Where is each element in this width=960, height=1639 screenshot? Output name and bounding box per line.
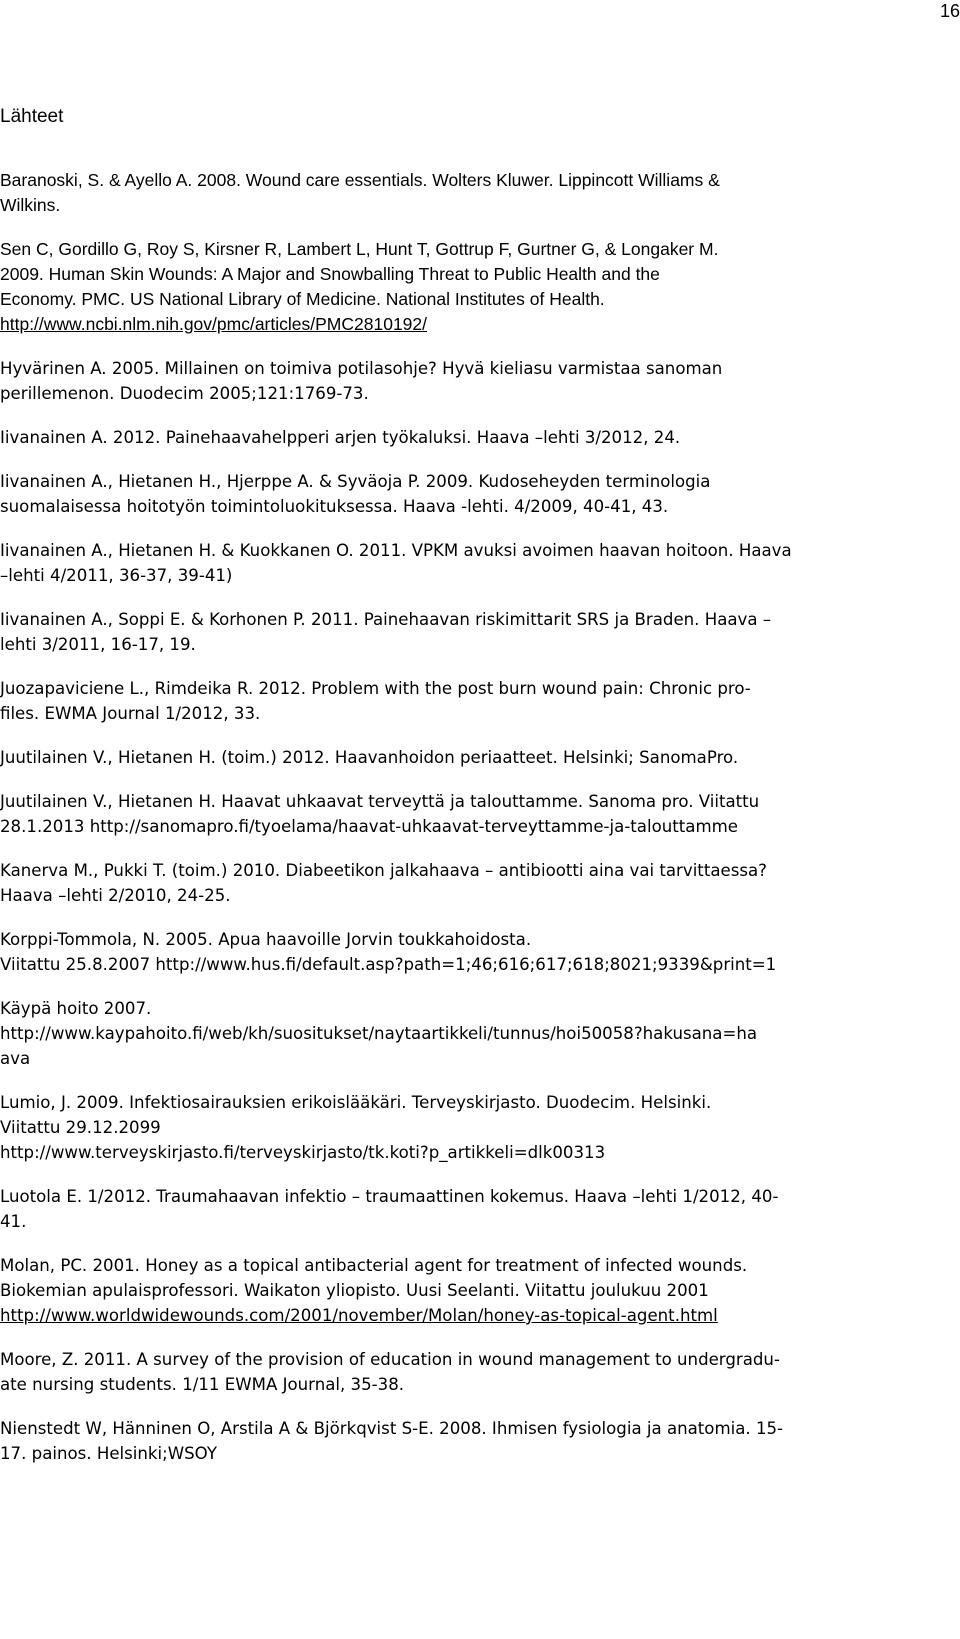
reference-entry	[0, 1090, 955, 1165]
reference-line: Käypä hoito 2007.	[0, 999, 152, 1018]
reference-entry	[0, 356, 955, 406]
reference-line: http://www.terveyskirjasto.fi/terveyskirjasto/tk.koti?p_artikkeli=dlk00313	[0, 1143, 606, 1162]
reference-line: Juutilainen V., Hietanen H. (toim.) 2012. Haavanhoidon periaatteet. Helsinki; SanomaPro.	[0, 748, 739, 767]
reference-line: Baranoski, S. & Ayello A. 2008. Wound care essentials. Wolters Kluwer. Lippincott Williams &	[0, 170, 720, 190]
reference-line: http://www.kaypahoito.fi/web/kh/suositukset/naytaartikkeli/tunnus/hoi50058?hakusana=ha	[0, 1024, 758, 1043]
reference-entry	[0, 538, 955, 588]
reference-line: lehti 3/2011, 16-17, 19.	[0, 635, 196, 654]
reference-line: 17. painos. Helsinki;WSOY	[0, 1444, 217, 1463]
reference-line: Nienstedt W, Hänninen O, Arstila A & Björkqvist S-E. 2008. Ihmisen fysiologia ja anatomia. 15-	[0, 1419, 784, 1438]
reference-link[interactable]: http://www.ncbi.nlm.nih.gov/pmc/articles/PMC2810192/	[0, 314, 427, 334]
reference-entry	[0, 789, 955, 839]
reference-line: ava	[0, 1049, 31, 1068]
reference-line: Iivanainen A., Hietanen H. & Kuokkanen O. 2011. VPKM avuksi avoimen haavan hoitoon. Haava	[0, 541, 792, 560]
reference-entry	[0, 425, 955, 450]
reference-line: 2009. Human Skin Wounds: A Major and Snowballing Threat to Public Health and the	[0, 264, 660, 284]
reference-line: Luotola E. 1/2012. Traumahaavan infektio – traumaattinen kokemus. Haava –lehti 1/2012, 40-	[0, 1187, 779, 1206]
reference-line: 28.1.2013 http://sanomapro.fi/tyoelama/haavat-uhkaavat-terveyttamme-ja-talouttamme	[0, 817, 738, 836]
reference-line: ate nursing students. 1/11 EWMA Journal, 35-38.	[0, 1375, 405, 1394]
reference-line: Kanerva M., Pukki T. (toim.) 2010. Diabeetikon jalkahaava – antibiootti aina vai tarvittaessa?	[0, 861, 767, 880]
reference-line: Wilkins.	[0, 195, 61, 215]
reference-line: Iivanainen A. 2012. Painehaavahelpperi arjen työkaluksi. Haava –lehti 3/2012, 24.	[0, 428, 681, 447]
reference-line: 41.	[0, 1212, 27, 1231]
reference-line: suomalaisessa hoitotyön toimintoluokituksessa. Haava -lehti. 4/2009, 40-41, 43.	[0, 497, 669, 516]
reference-entry	[0, 1253, 955, 1328]
reference-entry	[0, 237, 955, 337]
reference-line: files. EWMA Journal 1/2012, 33.	[0, 704, 261, 723]
reference-entry	[0, 996, 955, 1071]
reference-entry	[0, 676, 955, 726]
reference-entry	[0, 607, 955, 657]
reference-line: Iivanainen A., Soppi E. & Korhonen P. 2011. Painehaavan riskimittarit SRS ja Braden. Haava –	[0, 610, 772, 629]
reference-line: Lumio, J. 2009. Infektiosairauksien erikoislääkäri. Terveyskirjasto. Duodecim. Helsinki.	[0, 1093, 712, 1112]
reference-entry	[0, 927, 955, 977]
reference-line: Hyvärinen A. 2005. Millainen on toimiva potilasohje? Hyvä kieliasu varmistaa sanoman	[0, 359, 723, 378]
reference-entry	[0, 1347, 955, 1397]
reference-line: Economy. PMC. US National Library of Medicine. National Institutes of Health.	[0, 289, 605, 309]
reference-line: Juozapaviciene L., Rimdeika R. 2012. Problem with the post burn wound pain: Chronic pro-	[0, 679, 751, 698]
reference-list	[0, 168, 955, 1485]
reference-line: Biokemian apulaisprofessori. Waikaton yliopisto. Uusi Seelanti. Viitattu joulukuu 2001	[0, 1281, 709, 1300]
page-number: 16	[939, 1, 960, 21]
reference-link[interactable]: http://www.worldwidewounds.com/2001/november/Molan/honey-as-topical-agent.html	[0, 1306, 718, 1325]
reference-line: Korppi-Tommola, N. 2005. Apua haavoille Jorvin toukkahoidosta.	[0, 930, 532, 949]
reference-line: Moore, Z. 2011. A survey of the provision of education in wound management to undergradu-	[0, 1350, 780, 1369]
reference-line: Viitattu 29.12.2099	[0, 1118, 161, 1137]
reference-line: Sen C, Gordillo G, Roy S, Kirsner R, Lambert L, Hunt T, Gottrup F, Gurtner G, & Longaker M.	[0, 239, 719, 259]
reference-line: Viitattu 25.8.2007 http://www.hus.fi/default.asp?path=1;46;616;617;618;8021;9339&print=1	[0, 955, 777, 974]
reference-entry	[0, 745, 955, 770]
reference-entry	[0, 1184, 955, 1234]
reference-line: Juutilainen V., Hietanen H. Haavat uhkaavat terveyttä ja talouttamme. Sanoma pro. Viitattu	[0, 792, 760, 811]
reference-line: Molan, PC. 2001. Honey as a topical antibacterial agent for treatment of infected wounds.	[0, 1256, 748, 1275]
references-heading: Lähteet	[0, 106, 64, 127]
reference-entry	[0, 858, 955, 908]
reference-line: –lehti 4/2011, 36-37, 39-41)	[0, 566, 233, 585]
reference-entry	[0, 1416, 955, 1466]
reference-entry	[0, 168, 955, 218]
reference-line: Haava –lehti 2/2010, 24-25.	[0, 886, 231, 905]
reference-line: perillemenon. Duodecim 2005;121:1769-73.	[0, 384, 369, 403]
reference-entry	[0, 469, 955, 519]
reference-line: Iivanainen A., Hietanen H., Hjerppe A. & Syväoja P. 2009. Kudoseheyden terminologia	[0, 472, 711, 491]
